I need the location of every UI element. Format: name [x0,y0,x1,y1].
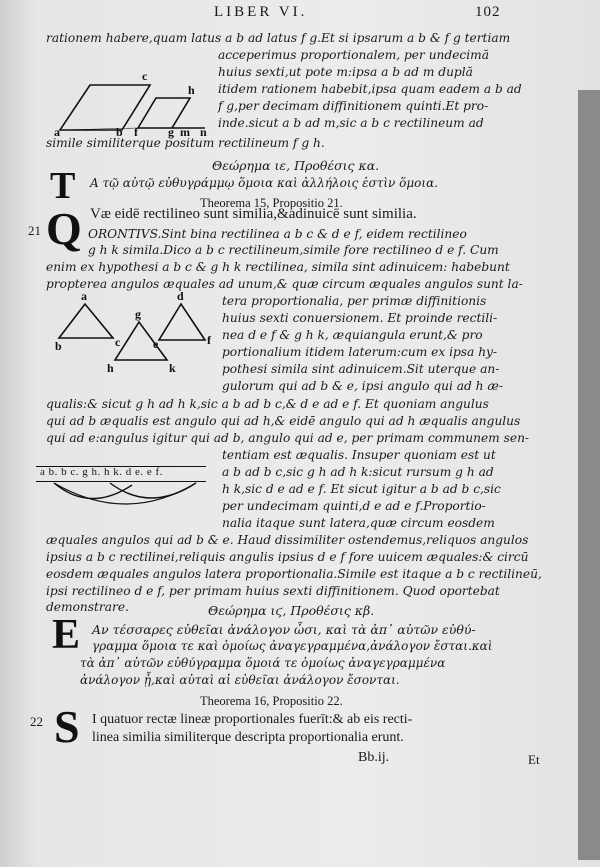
text-line: demonstrare. [46,600,129,614]
point-label: k [169,361,176,375]
parallelogram-figure [50,70,220,140]
point-label: g [168,125,174,139]
text-line: propterea angulos æquales ad unum,& quæ circum æquales angulos sunt la- [46,277,523,291]
text-line: rationem habere,quam latus a b ad latus f g.Et si ipsarum a b & f g tertiam [46,31,511,45]
text-line: enim ex hypothesi a b c & g h k rectilinea, simila sint adinuicem: habebunt [46,260,510,274]
point-label: m [180,125,190,139]
greek-heading: Θεώρημα ιε, Προθέσις κα. [212,158,380,173]
margin-number: 21 [28,223,41,238]
text-line: inde.sicut a b ad m,sic a b c rectilineum ad [218,116,484,130]
text-line: acceperimus proportionalem, per undecimă [218,48,489,62]
text-line: itidem rationem habebit,ipsa quam eadem a b ad [218,82,522,96]
proportion-bar [36,466,206,482]
latin-heading: Theorema 15, Propositio 21. [200,196,343,210]
text-line: ORONTIVS.Sint bina rectilinea a b c & d e f, eidem rectilineo [88,227,467,241]
text-line: nalia itaque sunt latera,quæ circum eosdem [222,516,495,530]
enunciation: I quatuor rectæ lineæ proportionales fuerīt:& ab eis recti- [92,712,413,727]
text-line: huius sexti,ut pote m:ipsa a b ad m duplă [218,65,473,79]
point-label: d [177,289,184,303]
drop-cap: T [50,165,76,207]
text-line: qualis:& sicut g h ad h k,sic a b ad b c,& d e ad e f. Et quoniam angulus [46,397,489,411]
point-label: a [81,289,87,303]
text-line: huius sexti conuersionem. Et proinde rectili- [222,311,498,325]
text-line: qui ad b æqualis est angulo qui ad h,& eidē angulo qui ad h æqualis angulus [46,414,521,428]
point-label: b [116,125,123,139]
catchword: Et [528,752,540,767]
point-label: h [188,83,195,97]
point-label: f [207,333,211,347]
text-line: tentiam est æqualis. Insuper quoniam est ut [222,448,496,462]
point-label: g [135,307,141,321]
enunciation: Væ eidē rectilineo sunt similia,&adinuicē sunt similia. [90,206,417,222]
text-line: portionalium itidem laterum:cum ex ipsa hy- [222,345,498,359]
text-line: qui ad e:angulus igitur qui ad b, angulo qui ad e, per primam communem sen- [46,431,530,445]
page-number: 102 [475,4,501,20]
next-page-edge [578,90,600,860]
drop-cap: E [52,612,81,658]
proportion-arcs [50,481,220,521]
triangles-figure [55,290,225,380]
text-line: g h k simila.Dico a b c rectilineum,simile fore rectilineo d e f. Cum [88,243,499,257]
text-line: gulorum qui ad b & e, ipsi angulo qui ad h æ- [222,379,503,393]
text-line: per undecimam quinti,d e ad e f.Proportio- [222,499,486,513]
greek-line: γραμμα ὅμοια τε καὶ ὁμοίως ἀναγεγραμμένα,ἀνάλογον ἔσται.καὶ [92,639,493,653]
text-line: ipsius a b c rectilinei,reliquis angulis ipsius d e f fore uuicem æquales:& circū [46,550,529,564]
text-line: a b ad b c,sic g h ad h k:sicut rursum g h ad [222,465,494,479]
margin-number: 22 [30,714,43,729]
point-label: b [55,339,62,353]
drop-cap: S [54,701,80,752]
greek-enunciation: Α τῷ αὐτῷ εὐθυγράμμῳ ὅμοια καὶ ἀλλήλοις ἐστὶν ὅμοια. [90,176,439,190]
point-label: h [107,361,114,375]
text-line: nea d e f & g h k, æquiangula erunt,& pro [222,328,483,342]
text-line: ipsi rectilineo d e f, per primam huius sexti diffinitionem. Quod oportebat [46,584,500,598]
drop-cap: Q [46,203,82,254]
text-line: tera proportionalia, per primæ diffinitionis [222,294,487,308]
greek-heading: Θεώρημα ιϛ, Προθέσις κβ. [208,603,375,618]
point-label: n [200,125,207,139]
running-title: LIBER VI. [214,4,308,20]
signature-mark: Bb.ij. [358,750,390,765]
latin-heading: Theorema 16, Propositio 22. [200,694,343,708]
text-line: f g,per decimam diffinitionem quinti.Et pro- [218,99,489,113]
text-line: eosdem æquales angulos latera proportionalia.Simile est itaque a b c rectilineū, [46,567,542,581]
text-line: æquales angulos qui ad b & e. Haud dissimiliter ostendemus,reliquos angulos [46,533,529,547]
text-line: simile similiterque positum rectilineum f g h. [46,136,325,150]
greek-line: τὰ ἀπ᾽ αὐτῶν εὐθύγραμμα ὅμοιά τε ὁμοίως ἀναγεγραμμένα [80,656,446,670]
point-label: c [115,335,121,349]
point-label: c [142,69,148,83]
point-label: f [134,125,138,139]
greek-line: ἀνάλογον ᾖ,καὶ αὐταὶ αἱ εὐθεῖαι ἀνάλογον ἔσονται. [80,673,400,687]
text-line: pothesi simila sint adinuicem.Sit uterque an- [222,362,500,376]
proportion-bar-labels: a b. b c. g h. h k. d e. e f. [40,466,163,478]
enunciation: linea similia similiterque descripta proportionalia erunt. [92,730,404,745]
point-label: e [153,337,159,351]
greek-line: Αν τέσσαρες εὐθεῖαι ἀνάλογον ὦσι, καὶ τὰ ἀπ᾽ αὐτῶν εὐθύ- [92,622,476,637]
point-label: a [54,125,60,139]
text-line: h k,sic d e ad e f. Et sicut igitur a b ad b c,sic [222,482,501,496]
